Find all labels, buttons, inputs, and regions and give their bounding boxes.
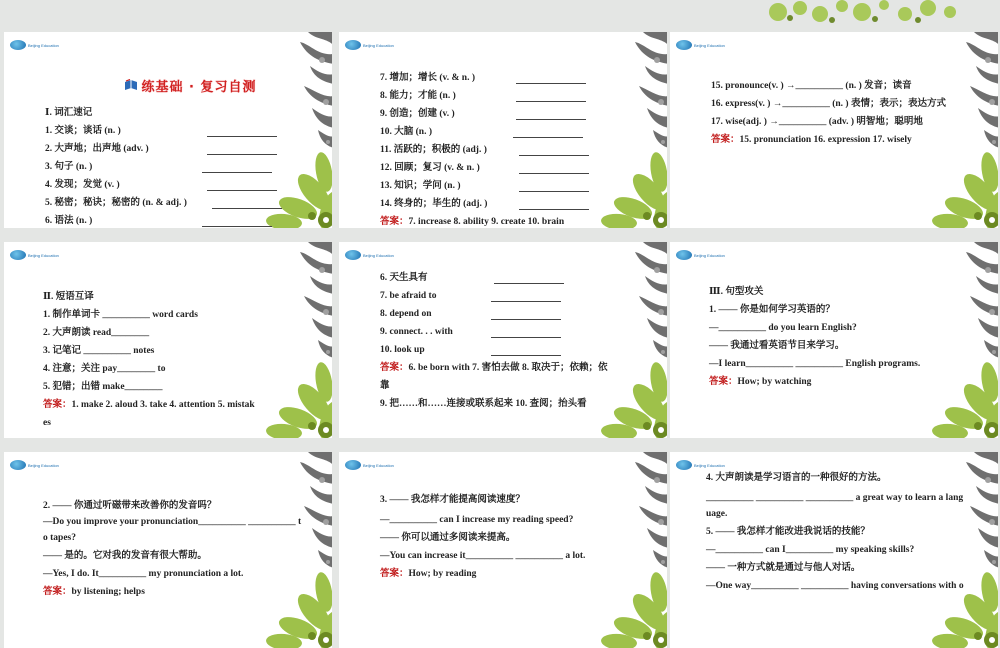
exercise-line (380, 494, 667, 506)
globe-icon (676, 40, 692, 50)
line-text: 7. increase 8. ability 9. create 10. brain (408, 217, 565, 227)
line-text: 9. connect. . . with (380, 327, 453, 337)
line-text: —— 你可以通过多阅读来提高。 (380, 533, 516, 543)
globe-icon (10, 250, 26, 260)
line-text: Ⅱ. 短语互译 (43, 292, 94, 302)
answer-line (711, 134, 998, 146)
answer-label: 答案： (380, 569, 409, 579)
line-text: es (43, 418, 51, 428)
line-text: —— 是的。它对我的发音有很大帮助。 (43, 551, 207, 561)
line-text: 1. 制作单词卡 __________ word cards (43, 310, 198, 320)
globe-icon (676, 250, 692, 260)
exercise-line (709, 304, 998, 316)
line-text: 9. 把……和……连接或联系起来 10. 查阅；抬头看 (380, 399, 587, 409)
answer-line (43, 586, 332, 598)
slide-2[interactable] (339, 32, 667, 228)
answer-label: 答案： (43, 400, 72, 410)
line-text: 10. look up (380, 345, 425, 355)
line-text: —You can increase it__________ __________ a lot. (380, 551, 586, 561)
line-text: 靠 (380, 381, 390, 391)
line-text: —__________ can I__________ my speaking skills? (706, 545, 915, 555)
line-text: 17. wise(adj. ) →__________ (adv. ) 明智地；聪明地 (711, 117, 923, 127)
line-text: Ⅰ. 词汇速记 (45, 108, 93, 118)
line-text: —Yes, I do. It__________ my pronunciation a lot. (43, 569, 244, 579)
answer-blank[interactable] (519, 209, 589, 210)
line-text: 1. —— 你是如何学习英语的？ (709, 305, 835, 315)
top-decoration (0, 0, 1000, 30)
exercise-line (380, 514, 667, 526)
exercise-line (43, 550, 332, 562)
exercise-line (43, 381, 332, 393)
exercise-line (45, 215, 332, 227)
publisher-logo (10, 40, 59, 50)
line-text: 4. 注意；关注 pay________ to (43, 364, 166, 374)
exercise-line (706, 526, 998, 538)
exercise-line (45, 107, 332, 119)
exercise-line (45, 143, 332, 155)
answer-label: 答案： (711, 135, 740, 145)
exercise-line (45, 179, 332, 191)
answer-blank[interactable] (491, 301, 561, 302)
exercise-line (706, 544, 998, 556)
exercise-line (43, 291, 332, 303)
answer-line (380, 216, 667, 228)
answer-label: 答案： (709, 377, 738, 387)
publisher-logo (676, 40, 725, 50)
line-text: 2. 大声朗读 read________ (43, 328, 150, 338)
answer-blank[interactable] (516, 101, 586, 102)
line-text: 15. pronounce(v. ) →__________ (n. ) 发音；读音 (711, 81, 912, 91)
answer-blank[interactable] (491, 355, 561, 356)
line-text: 16. express(v. ) →__________ (n. ) 表情；表示；表达方式 (711, 99, 946, 109)
line-text: Ⅲ. 句型攻关 (709, 287, 764, 297)
line-text: 6. be born with 7. 害怕去做 8. 取决于；依赖；依 (408, 363, 608, 373)
answer-label: 答案： (380, 217, 409, 227)
exercise-line (709, 358, 998, 370)
line-text: 7. 增加；增长 (v. & n. ) (380, 73, 476, 83)
exercise-line (43, 500, 332, 512)
answer-blank[interactable] (202, 226, 272, 227)
slide-7[interactable] (4, 452, 332, 648)
exercise-line (43, 345, 332, 357)
globe-icon (676, 460, 692, 470)
line-text: —__________ can I increase my reading speed? (380, 515, 574, 525)
exercise-line (709, 340, 998, 352)
exercise-line (43, 568, 332, 580)
line-text: —Do you improve your pronunciation__________ __________ t (43, 517, 302, 527)
exercise-line (380, 550, 667, 562)
book-icon (124, 79, 138, 91)
exercise-line (706, 508, 998, 520)
publisher-logo (10, 460, 59, 470)
logo-text: Beijing Education (28, 42, 59, 48)
exercise-line (43, 516, 332, 528)
logo-text: Beijing Education (28, 462, 59, 468)
publisher-logo (345, 250, 394, 260)
globe-icon (345, 250, 361, 260)
exercise-line (43, 363, 332, 375)
answer-blank[interactable] (519, 173, 589, 174)
exercise-line (709, 286, 998, 298)
exercise-line (380, 398, 667, 410)
logo-text: Beijing Education (363, 252, 394, 258)
line-text: 8. depend on (380, 309, 432, 319)
line-text: 2. 大声地；出声地 (adv. ) (45, 144, 149, 154)
slide-3[interactable] (670, 32, 998, 228)
line-text: 2. —— 你通过听磁带来改善你的发音吗？ (43, 501, 217, 511)
answer-line (380, 568, 667, 580)
line-text: 4. 发现；发觉 (v. ) (45, 180, 120, 190)
answer-label: 答案： (380, 363, 409, 373)
exercise-line (711, 80, 998, 92)
slide-8[interactable] (339, 452, 667, 648)
line-text: 3. 记笔记 __________ notes (43, 346, 155, 356)
line-text: —One way__________ __________ having conversations with o (706, 581, 964, 591)
answer-blank[interactable] (207, 190, 277, 191)
exercise-line (706, 492, 998, 504)
line-text: —__________ do you learn English? (709, 323, 857, 333)
logo-text: Beijing Education (28, 252, 59, 258)
answer-blank[interactable] (491, 319, 561, 320)
publisher-logo (345, 40, 394, 50)
line-text: —— 一种方式就是通过与他人对话。 (706, 563, 861, 573)
line-text: 3. 句子 (n. ) (45, 162, 93, 172)
line-text: 7. be afraid to (380, 291, 437, 301)
exercise-line (45, 197, 332, 209)
exercise-line (706, 580, 998, 592)
line-text: 5. 犯错；出错 make________ (43, 382, 163, 392)
slide-1[interactable] (4, 32, 332, 228)
line-text: 11. 活跃的；积极的 (adj. ) (380, 145, 487, 155)
exercise-line (711, 116, 998, 128)
line-text: 5. —— 我怎样才能改进我说话的技能？ (706, 527, 870, 537)
green-leaf-decoration (920, 132, 998, 228)
line-text: 6. 语法 (n. ) (45, 216, 93, 226)
answer-blank[interactable] (212, 208, 282, 209)
exercise-line (43, 417, 332, 429)
line-text: 15. pronunciation 16. expression 17. wisely (739, 135, 912, 145)
exercise-line (706, 472, 998, 484)
answer-blank[interactable] (516, 119, 586, 120)
publisher-logo (345, 460, 394, 470)
line-text: 9. 创造；创建 (v. ) (380, 109, 455, 119)
exercise-line (45, 125, 332, 137)
logo-text: Beijing Education (694, 462, 725, 468)
line-text: 8. 能力；才能 (n. ) (380, 91, 456, 101)
line-text: 4. 大声朗读是学习语言的一种很好的方法。 (706, 473, 887, 483)
globe-icon (345, 460, 361, 470)
exercise-line (706, 562, 998, 574)
line-text: by listening; helps (71, 587, 145, 597)
line-text: 1. make 2. aloud 3. take 4. attention 5. mistak (71, 400, 255, 410)
line-text: 13. 知识；学问 (n. ) (380, 181, 461, 191)
answer-line (43, 399, 332, 411)
section-title-text: 练基础 · 复习自测 (141, 79, 257, 95)
globe-icon (345, 40, 361, 50)
answer-blank[interactable] (491, 337, 561, 338)
answer-blank[interactable] (519, 191, 589, 192)
globe-icon (10, 40, 26, 50)
line-text: uage. (706, 509, 728, 519)
exercise-line (43, 309, 332, 321)
logo-text: Beijing Education (363, 42, 394, 48)
section-title (110, 75, 270, 95)
exercise-line (45, 161, 332, 173)
slide-9[interactable] (670, 452, 998, 648)
exercise-line (43, 532, 332, 544)
logo-text: Beijing Education (694, 252, 725, 258)
logo-text: Beijing Education (363, 462, 394, 468)
answer-blank[interactable] (513, 137, 583, 138)
globe-icon (10, 460, 26, 470)
line-text: How; by watching (737, 377, 812, 387)
answer-blank[interactable] (207, 154, 277, 155)
logo-text: Beijing Education (694, 42, 725, 48)
publisher-logo (10, 250, 59, 260)
line-text: __________ __________ __________ a great way to learn a lang (706, 493, 964, 503)
line-text: 10. 大脑 (n. ) (380, 127, 432, 137)
line-text: 14. 终身的；毕生的 (adj. ) (380, 199, 488, 209)
exercise-line (380, 532, 667, 544)
exercise-line (380, 380, 667, 392)
green-leaf-decoration (254, 552, 332, 648)
green-leaf-decoration (589, 552, 667, 648)
answer-label: 答案： (43, 587, 72, 597)
line-text: 1. 交谈；谈话 (n. ) (45, 126, 121, 136)
line-text: —— 我通过看英语节目来学习。 (709, 341, 845, 351)
line-text: 6. 天生具有 (380, 273, 428, 283)
green-leaf-decoration (920, 342, 998, 438)
line-text: 5. 秘密；秘诀；秘密的 (n. & adj. ) (45, 198, 187, 208)
exercise-line (43, 327, 332, 339)
line-text: o tapes? (43, 533, 76, 543)
exercise-line (711, 98, 998, 110)
line-text: —I learn__________ __________ English programs. (709, 359, 921, 369)
line-text: 3. —— 我怎样才能提高阅读速度？ (380, 495, 525, 505)
answer-blank[interactable] (516, 83, 586, 84)
slide-6[interactable] (670, 242, 998, 438)
line-text: 12. 回顾；复习 (v. & n. ) (380, 163, 480, 173)
slide-5[interactable] (339, 242, 667, 438)
answer-line (709, 376, 998, 388)
answer-blank[interactable] (207, 136, 277, 137)
publisher-logo (676, 460, 725, 470)
publisher-logo (676, 250, 725, 260)
line-text: How; by reading (408, 569, 477, 579)
answer-blank[interactable] (494, 283, 564, 284)
top-bar (0, 0, 1000, 30)
answer-blank[interactable] (519, 155, 589, 156)
slide-4[interactable] (4, 242, 332, 438)
answer-blank[interactable] (202, 172, 272, 173)
exercise-line (709, 322, 998, 334)
answer-line (380, 362, 667, 374)
